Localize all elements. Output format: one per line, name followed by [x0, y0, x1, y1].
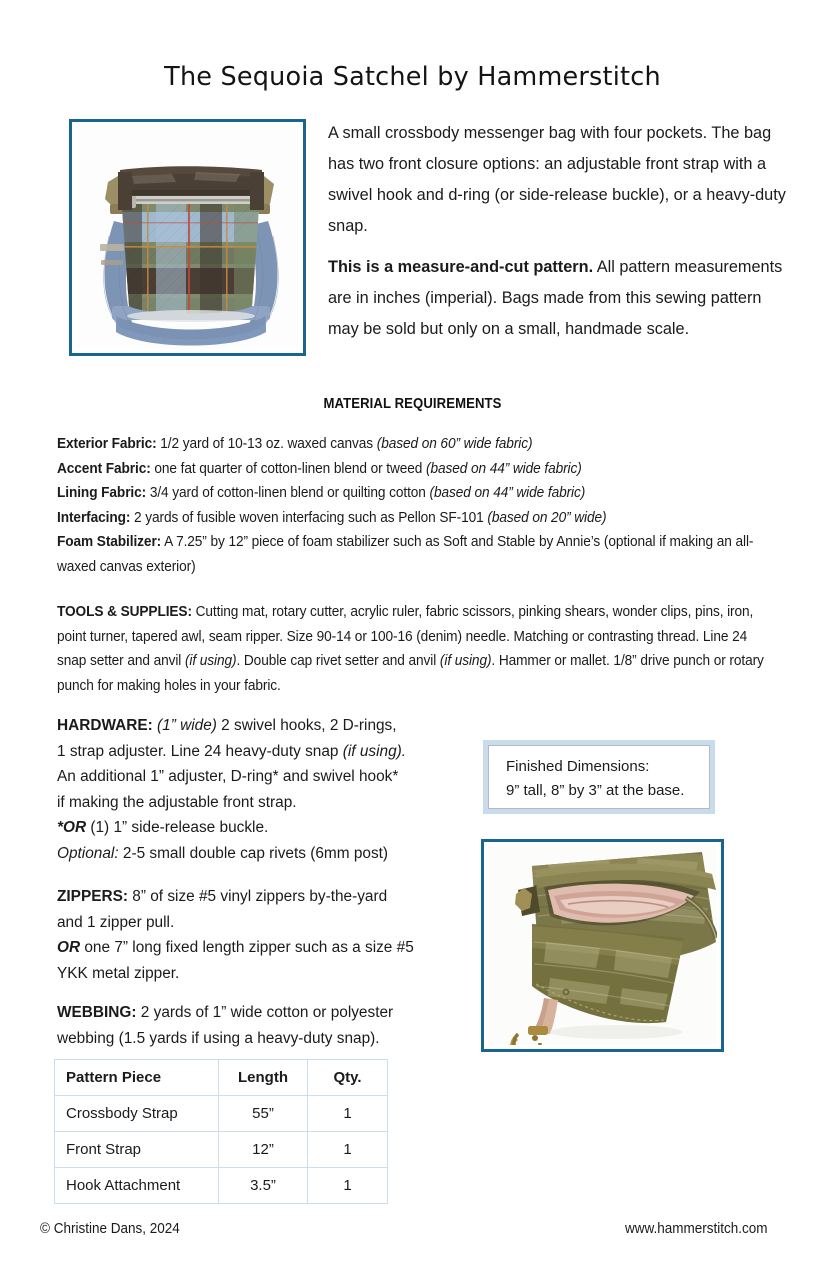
- material-label: Accent Fabric:: [57, 459, 151, 477]
- table-cell-length: 55”: [219, 1096, 308, 1132]
- material-note: (based on 20” wide): [487, 508, 607, 526]
- hardware-line-5-rest: (1) 1” side-release buckle.: [86, 819, 269, 837]
- material-item: [57, 432, 776, 457]
- open-waxed-canvas-satchel-illustration: [488, 846, 717, 1045]
- hardware-line-6-rest: 2-5 small double cap rivets (6mm post): [118, 844, 389, 862]
- webbing-line-2: webbing (1.5 yards if using a heavy-duty snap).: [57, 1029, 380, 1047]
- plaid-satchel-illustration: [76, 126, 299, 349]
- zippers-line-3: [57, 935, 477, 961]
- hardware-line-2: [57, 739, 477, 765]
- zippers-block: [57, 884, 477, 986]
- hardware-line-6: [57, 841, 477, 867]
- material-text: 1/2 yard of 10-13 oz. waxed canvas: [156, 435, 377, 452]
- page-title: The Sequoia Satchel by Hammerstitch: [164, 62, 661, 92]
- footer-website-text: www.hammerstitch.com: [624, 1220, 768, 1237]
- webbing-label: WEBBING:: [57, 1004, 137, 1021]
- table-cell-qty: 1: [308, 1132, 388, 1168]
- material-note: (based on 44” wide fabric): [429, 484, 586, 502]
- tools-paragraph: [57, 600, 778, 698]
- material-label: Interfacing:: [57, 508, 131, 526]
- material-note: (based on 44” wide fabric): [426, 459, 582, 477]
- zippers-line-2: and 1 zipper pull.: [57, 913, 175, 931]
- tools-italic-1: (if using): [184, 652, 237, 670]
- pattern-pieces-table: [54, 1059, 388, 1204]
- footer-copyright: [40, 1220, 195, 1237]
- photo-inner-bottom: [488, 846, 717, 1045]
- measure-and-cut-rest: All pattern measurements are in inches (imperial). Bags made from this sewing pattern may be sold but only on a small, handmade scale.: [328, 258, 783, 338]
- material-label: Lining Fabric:: [57, 484, 147, 502]
- webbing-line-1-rest: 2 yards of 1” wide cotton or polyester: [136, 1004, 394, 1021]
- zippers-line-1-rest: 8” of size #5 vinyl zippers by-the-yard: [127, 888, 388, 905]
- tools-italic-2: (if using): [439, 652, 492, 670]
- product-photo-open-satchel: [481, 839, 724, 1052]
- hardware-line-5: [57, 815, 477, 841]
- footer-website[interactable]: [625, 1220, 783, 1237]
- table-cell-length: 3.5”: [219, 1168, 308, 1204]
- table-cell-piece: Hook Attachment: [55, 1168, 219, 1204]
- material-item: [57, 506, 776, 531]
- zippers-line-1: [57, 884, 477, 910]
- zippers-line-3-rest: one 7” long fixed length zipper such as a size #5: [80, 939, 414, 957]
- hardware-label: HARDWARE:: [57, 717, 153, 734]
- measure-and-cut-bold: This is a measure-and-cut pattern.: [328, 258, 594, 276]
- hardware-line-1: [57, 713, 477, 739]
- tools-text-2: . Double cap rivet setter and anvil: [236, 652, 440, 670]
- hardware-width-note: (1” wide): [152, 717, 217, 734]
- product-photo-plaid-satchel: [69, 119, 306, 356]
- hardware-line-1-rest: 2 swivel hooks, 2 D-rings,: [216, 717, 397, 734]
- webbing-line-1: [57, 1000, 477, 1026]
- finished-dimensions-line-1: Finished Dimensions:: [506, 758, 650, 775]
- hardware-line-2-italic: (if using).: [342, 742, 407, 760]
- material-item: [57, 481, 776, 506]
- table-row: [55, 1168, 388, 1204]
- hardware-line-3: An additional 1” adjuster, D-ring* and swivel hook*: [57, 768, 399, 786]
- zippers-label: ZIPPERS:: [57, 888, 128, 905]
- description-paragraph-2: [328, 252, 786, 345]
- table-header-qty: Qty.: [308, 1060, 388, 1096]
- table-cell-piece: Front Strap: [55, 1132, 219, 1168]
- hardware-line-4: if making the adjustable front strap.: [57, 793, 297, 811]
- material-text: A 7.25” by 12” piece of foam stabilizer such as Soft and Stable by Annie’s (optional if making an all-waxed canvas exterior): [57, 533, 754, 575]
- material-text: 3/4 yard of cotton-linen blend or quilting cotton: [146, 484, 430, 502]
- footer-copyright-text: © Christine Dans, 2024: [40, 1220, 180, 1237]
- table-cell-length: 12”: [219, 1132, 308, 1168]
- table-header-pattern-piece: Pattern Piece: [55, 1060, 219, 1096]
- material-item: [57, 457, 776, 482]
- table-row: [55, 1096, 388, 1132]
- table-cell-qty: 1: [308, 1096, 388, 1132]
- materials-heading: MATERIAL REQUIREMENTS: [323, 396, 502, 412]
- hardware-or-label: *OR: [57, 819, 87, 837]
- finished-dimensions-inner: [488, 745, 710, 809]
- tools-and-supplies-block: [57, 600, 779, 698]
- material-note: (based on 60” wide fabric): [376, 435, 533, 452]
- tools-text-3: . Hammer or mallet. 1/8” drive punch or rotary punch for making holes in your fabric.: [57, 652, 764, 694]
- material-label: Foam Stabilizer:: [57, 533, 162, 551]
- hardware-line-2-text: 1 strap adjuster. Line 24 heavy-duty snap: [57, 742, 343, 760]
- materials-list: [57, 432, 777, 580]
- tools-text-1: Cutting mat, rotary cutter, acrylic ruler, fabric scissors, pinking shears, wonder clips, pins, iron, point turner, tapered awl, seam ripper. Size 90-14 or 100-16 (denim) needle. Matching or contrasting thread. Line 24 snap setter and anvil: [57, 603, 754, 670]
- material-label: Exterior Fabric:: [57, 435, 157, 452]
- photo-inner-top: [76, 126, 299, 349]
- finished-dimensions-line-2: 9” tall, 8” by 3” at the base.: [506, 781, 685, 799]
- table-header-length: Length: [219, 1060, 308, 1096]
- table-row: [55, 1132, 388, 1168]
- material-text: 2 yards of fusible woven interfacing such as Pellon SF-101: [130, 508, 488, 526]
- finished-dimensions-callout: [483, 740, 715, 814]
- zippers-line-4: YKK metal zipper.: [57, 964, 180, 982]
- material-item: [57, 530, 776, 579]
- description-paragraph-1: A small crossbody messenger bag with four pockets. The bag has two front closure options: an adjustable front strap with a swivel hook and d-ring (or side-release buckle), or a heavy-duty snap.: [328, 124, 786, 235]
- zippers-or-label: OR: [57, 939, 81, 957]
- table-cell-qty: 1: [308, 1168, 388, 1204]
- webbing-block: [57, 1000, 477, 1051]
- material-text: one fat quarter of cotton-linen blend or tweed: [150, 459, 427, 477]
- table-header-row: [55, 1060, 388, 1096]
- table-cell-piece: Crossbody Strap: [55, 1096, 219, 1132]
- tools-label: TOOLS & SUPPLIES:: [57, 603, 192, 620]
- hardware-block: [57, 713, 477, 867]
- hardware-optional-label: Optional:: [57, 844, 119, 862]
